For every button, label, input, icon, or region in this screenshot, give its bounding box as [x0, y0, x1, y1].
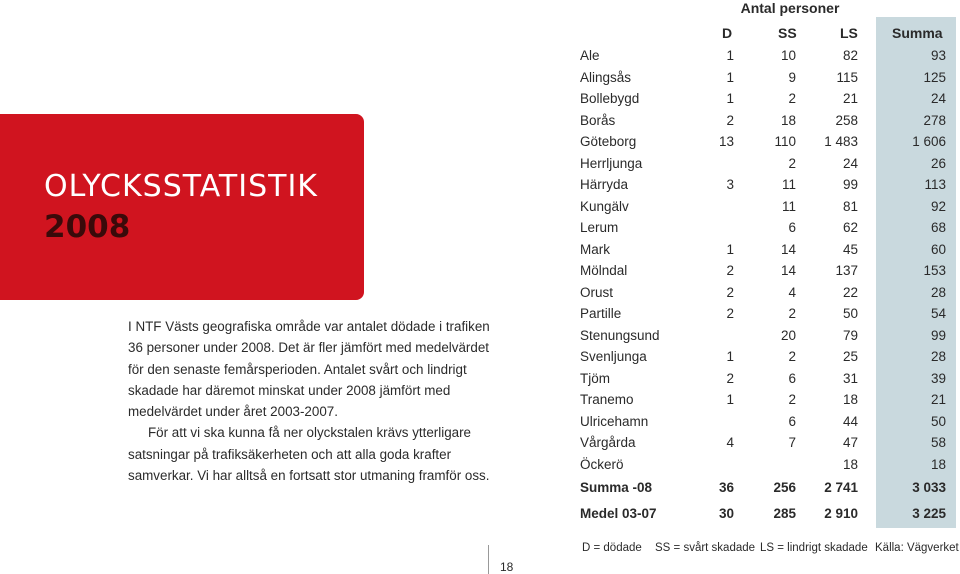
legend-d: D = dödade [582, 542, 642, 554]
cell-d: 1 [726, 349, 734, 364]
cell-ls: 18 [842, 456, 858, 472]
cell-sum: 18 [930, 456, 946, 472]
table-row [578, 217, 948, 238]
row-name: Tranemo [580, 392, 634, 407]
row-name: Ale [580, 48, 600, 63]
row-name: Bollebygd [580, 91, 640, 106]
cell-sum: 153 [923, 263, 946, 278]
cell-ls: 99 [842, 177, 858, 192]
cell-sum: 3 033 [912, 480, 946, 495]
cell-sum: 60 [930, 241, 946, 257]
cell-ls: 45 [842, 241, 858, 257]
cell-d: 13 [718, 134, 734, 149]
table-row [578, 368, 948, 389]
cell-sum: 50 [930, 413, 946, 429]
table-row [578, 454, 948, 475]
column-header-ls: LS [840, 25, 858, 41]
title-banner [0, 114, 364, 300]
cell-ss: 110 [774, 134, 796, 149]
column-header-d: D [722, 25, 733, 41]
cell-ls: 137 [835, 263, 858, 278]
cell-ss: 11 [781, 177, 796, 192]
column-header-summa: Summa [892, 25, 943, 41]
page-year: 2008 [44, 209, 131, 245]
legend-source: Källa: Vägverket [875, 542, 959, 554]
cell-ss: 10 [780, 48, 796, 63]
table-row-summa [578, 477, 948, 498]
page-title: OLYCKSSTATISTIK [44, 169, 318, 204]
table-row [578, 239, 948, 260]
row-name: Öckerö [580, 456, 624, 472]
table-row [578, 325, 948, 346]
cell-d: 1 [726, 91, 734, 106]
cell-ls: 47 [842, 435, 858, 450]
cell-sum: 28 [930, 349, 946, 364]
cell-ss: 285 [773, 506, 796, 521]
row-name: Summa -08 [580, 480, 653, 495]
cell-sum: 54 [930, 306, 946, 321]
cell-sum: 1 606 [912, 134, 946, 149]
row-name: Ulricehamn [580, 413, 649, 429]
table-row [578, 432, 948, 453]
table-row [578, 45, 948, 66]
cell-d: 2 [726, 370, 734, 386]
cell-ls: 79 [842, 327, 858, 343]
cell-d: 2 [726, 284, 734, 300]
row-name: Tjöm [580, 370, 610, 386]
column-header-ss: SS [778, 25, 797, 41]
cell-sum: 93 [930, 48, 946, 63]
cell-ls: 18 [842, 392, 858, 407]
row-name: Stenungsund [580, 327, 660, 343]
legend-ls: LS = lindrigt skadade [760, 542, 868, 554]
cell-d: 1 [726, 48, 734, 63]
row-name: Mölndal [580, 263, 628, 278]
cell-ss: 9 [788, 69, 796, 85]
table-row [578, 260, 948, 281]
cell-sum: 68 [930, 220, 946, 235]
row-name: Lerum [580, 220, 619, 235]
cell-d: 30 [718, 506, 734, 521]
legend-ss: SS = svårt skadade [655, 542, 756, 554]
cell-ss: 4 [788, 284, 796, 300]
cell-ss: 2 [788, 349, 796, 364]
cell-ss: 6 [788, 220, 796, 235]
table-row [578, 346, 948, 367]
table-row [578, 88, 948, 109]
row-name: Svenljunga [580, 349, 647, 364]
cell-d: 1 [726, 241, 734, 257]
cell-ls: 21 [842, 91, 858, 106]
table-row [578, 196, 948, 217]
cell-ss: 2 [788, 91, 796, 106]
cell-ls: 22 [842, 284, 858, 300]
table-row [578, 131, 948, 152]
table-row-medel [578, 503, 948, 524]
cell-sum: 26 [930, 155, 946, 171]
cell-ss: 2 [788, 306, 796, 321]
cell-ss: 6 [788, 413, 796, 429]
row-name: Orust [580, 284, 614, 300]
intro-paragraph-2: För att vi ska kunna få ner olyckstalen krävs ytterligare satsningar på trafiksäkerheten och att alla goda krafter samverkar. Vi har alltså en fortsatt stor utmaning framför oss. [128, 425, 490, 484]
cell-d: 1 [726, 69, 734, 85]
cell-d: 3 [726, 177, 734, 192]
row-name: Medel 03-07 [580, 506, 657, 521]
cell-ss: 14 [780, 263, 796, 278]
cell-sum: 39 [930, 370, 946, 386]
cell-sum: 28 [930, 284, 946, 300]
row-name: Alingsås [580, 69, 632, 85]
table-row [578, 110, 948, 131]
cell-ss: 11 [781, 198, 796, 214]
table-row [578, 67, 948, 88]
cell-sum: 58 [930, 435, 946, 450]
row-name: Partille [580, 306, 622, 321]
table-row [578, 174, 948, 195]
intro-paragraph-1: I NTF Västs geografiska område var antalet dödade i trafiken 36 personer under 2008. Det är fler jämfört med medelvärdet för den senaste femårsperioden. Antalet svårt och lindrigt skadade har däremot minskat under 2008 jämfört med medelvärdet under året 2003-2007. [128, 319, 490, 420]
cell-d: 1 [726, 392, 734, 407]
row-name: Göteborg [580, 134, 637, 149]
table-row [578, 411, 948, 432]
cell-ss: 14 [780, 241, 796, 257]
cell-sum: 92 [930, 198, 946, 214]
cell-ls: 2 741 [824, 480, 858, 495]
cell-ls: 62 [842, 220, 858, 235]
cell-ss: 6 [788, 370, 796, 386]
intro-text [128, 316, 508, 486]
cell-ls: 115 [836, 69, 858, 85]
cell-sum: 125 [923, 69, 946, 85]
cell-ls: 1 483 [824, 134, 858, 149]
table-row [578, 153, 948, 174]
cell-d: 36 [718, 480, 734, 495]
row-name: Kungälv [580, 198, 629, 214]
cell-sum: 24 [930, 91, 946, 106]
cell-ls: 81 [842, 198, 858, 214]
cell-ls: 24 [842, 155, 858, 171]
row-name: Herrljunga [580, 155, 643, 171]
cell-ls: 50 [842, 306, 858, 321]
cell-ss: 7 [788, 435, 796, 450]
table-row [578, 282, 948, 303]
table-row [578, 303, 948, 324]
cell-ls: 31 [842, 370, 858, 386]
table-group-header: Antal personer [740, 0, 840, 16]
cell-d: 2 [726, 112, 734, 128]
cell-ls: 25 [842, 349, 858, 364]
page-divider [488, 545, 489, 574]
row-name: Vårgårda [580, 435, 636, 450]
page-number: 18 [500, 560, 514, 574]
cell-d: 2 [726, 306, 734, 321]
cell-ls: 44 [842, 413, 858, 429]
cell-sum: 278 [923, 112, 946, 128]
cell-sum: 99 [930, 327, 946, 343]
cell-ls: 82 [842, 48, 858, 63]
cell-d: 2 [726, 263, 734, 278]
cell-ss: 2 [788, 155, 796, 171]
cell-ss: 20 [780, 327, 796, 343]
row-name: Härryda [580, 177, 629, 192]
cell-sum: 3 225 [912, 506, 946, 521]
cell-ls: 258 [835, 112, 858, 128]
cell-sum: 21 [930, 392, 946, 407]
row-name: Mark [580, 241, 610, 257]
cell-sum: 113 [924, 177, 946, 192]
table-row [578, 389, 948, 410]
cell-d: 4 [726, 435, 734, 450]
cell-ss: 256 [773, 480, 796, 495]
cell-ss: 18 [780, 112, 796, 128]
cell-ss: 2 [788, 392, 796, 407]
cell-ls: 2 910 [824, 506, 858, 521]
row-name: Borås [580, 112, 616, 128]
